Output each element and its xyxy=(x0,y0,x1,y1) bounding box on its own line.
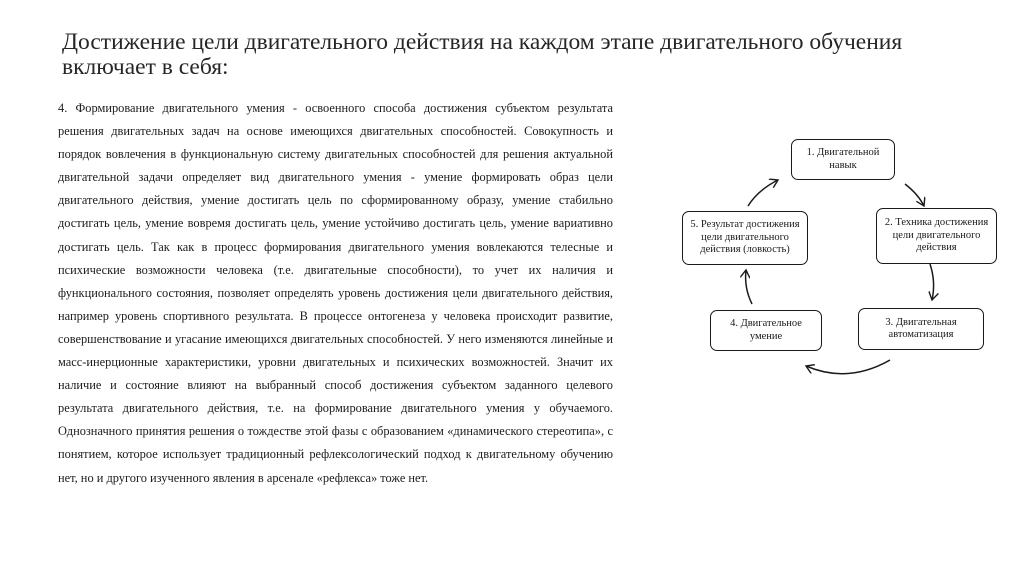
arrow-1-to-2 xyxy=(905,184,924,206)
stage-label-5: 5. Результат достижения цели двигательного действия (ловкость) xyxy=(690,219,800,256)
stage-label-3: 3. Двигательная автоматизация xyxy=(885,316,957,340)
slide-title: Достижение цели двигательного действия на каждом этапе двигательного обучения включает в себя: xyxy=(62,29,903,80)
arrow-3-to-4 xyxy=(806,360,890,374)
stage-box-3 xyxy=(858,308,984,350)
stage-box-1 xyxy=(791,139,895,180)
stage-box-5 xyxy=(682,211,808,265)
body-paragraph: 4. Формирование двигательного умения - освоенного способа достижения субъектом результата решения двигательных задач на основе имеющихся двигательных способностей. Совокупность и порядок вовлечения в функциональную систему двигательных способностей для решения актуальной двигательной задачи определяет вид двигательного умения - умение формировать образ цели двигательного действия, умение достигать цель по сформированному образу, умение стабильно достигать цель, умение вовремя достигать цель, умение устойчиво достигать цель, умение вариативно достигать цель. Так как в процесс формирования двигательного умения вовлекаются телесные и психические возможности человека (т.е. двигательные способности), то учет их наличия и функционального состояния, позволяет определять уровень достижения цели двигательного действия, например уровень спортивного результата. В процессе онтогенеза у человека происходит развитие, совершенствование и угасание имеющихся двигательных способностей. У него изменяются линейные и масс-инерционные характеристики, уровни двигательных и психических возможностей. Значит их наличие и состояние влияют на выбранный способ достижения субъектом заданного целевого результата двигательного действия, т.е. на формирование двигательного умения у обучаемого. Однозначного принятия решения о тождестве этой фазы с образованием «динамического стереотипа», с понятием, которое использует традиционный рефлексологический подход к двигательному обучению нет, но и другого изученного явления в арсенале «рефлекса» тоже нет. xyxy=(58,101,613,485)
stage-box-4 xyxy=(710,310,822,351)
stage-label-2: 2. Техника достижения цели двигательного действия xyxy=(884,217,989,254)
arrow-5-to-1 xyxy=(748,180,778,206)
arrow-2-to-3 xyxy=(930,264,934,300)
stage-label-1: 1. Двигательной навык xyxy=(806,147,880,171)
stage-label-4: 4. Двигательное умение xyxy=(730,318,802,342)
arrow-4-to-5 xyxy=(746,270,752,304)
stage-box-2 xyxy=(876,208,997,264)
